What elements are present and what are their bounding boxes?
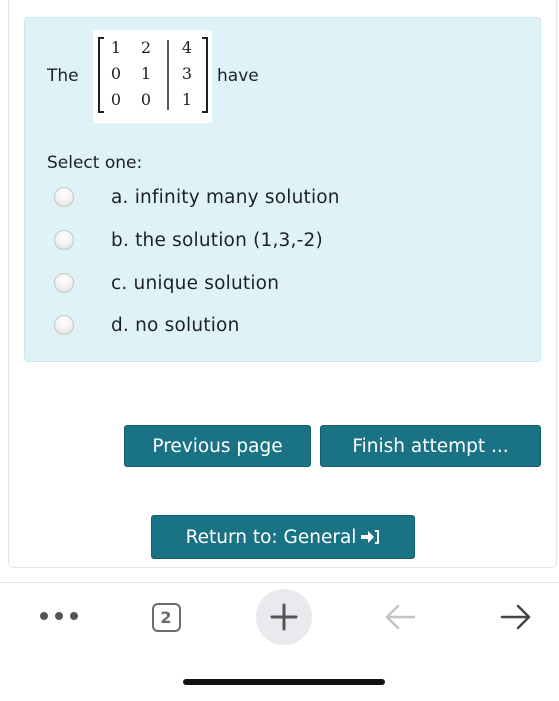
augmented-matrix-image [93,30,212,123]
option-label: b. the solution (1,3,-2) [111,230,323,251]
previous-page-button[interactable] [124,425,311,467]
option-label: a. infinity many solution [111,187,340,208]
matrix-cell: 4 [181,38,193,57]
option-label: d. no solution [111,315,240,336]
finish-attempt-button[interactable] [320,425,541,467]
back-icon[interactable] [380,599,420,635]
matrix-cell: 0 [110,90,122,109]
option-b[interactable] [52,225,452,257]
radio-button[interactable] [54,187,74,207]
option-label: c. unique solution [111,273,280,294]
matrix-cell: 0 [140,90,152,109]
option-c[interactable] [52,268,452,300]
matrix-right-bracket [202,38,207,112]
question-text-after: have [217,66,259,86]
matrix-cell: 1 [140,64,152,83]
matrix-left-bracket [99,38,104,112]
sign-in-arrow-icon [360,529,380,545]
matrix-cell: 1 [181,90,193,109]
option-d[interactable] [52,310,452,342]
tab-count: 2 [152,603,181,632]
new-tab-icon[interactable] [256,589,312,645]
matrix-cell: 1 [110,38,122,57]
matrix-cell: 2 [140,38,152,57]
tabs-icon[interactable] [146,600,186,634]
return-label: Return to: General [185,526,357,548]
more-icon[interactable] [36,601,82,631]
matrix-cell: 3 [181,64,193,83]
home-indicator [183,679,385,685]
finish-attempt-label: Finish attempt ... [352,435,509,457]
previous-page-label: Previous page [152,435,283,457]
matrix-svg [93,30,212,123]
option-a[interactable] [52,182,452,214]
select-one-prompt: Select one: [47,153,143,173]
forward-icon[interactable] [496,599,536,635]
return-to-general-button[interactable] [151,515,415,559]
radio-button[interactable] [54,315,74,335]
question-text-before: The [47,66,79,86]
radio-button[interactable] [54,273,74,293]
matrix-cell: 0 [110,64,122,83]
radio-button[interactable] [54,230,74,250]
